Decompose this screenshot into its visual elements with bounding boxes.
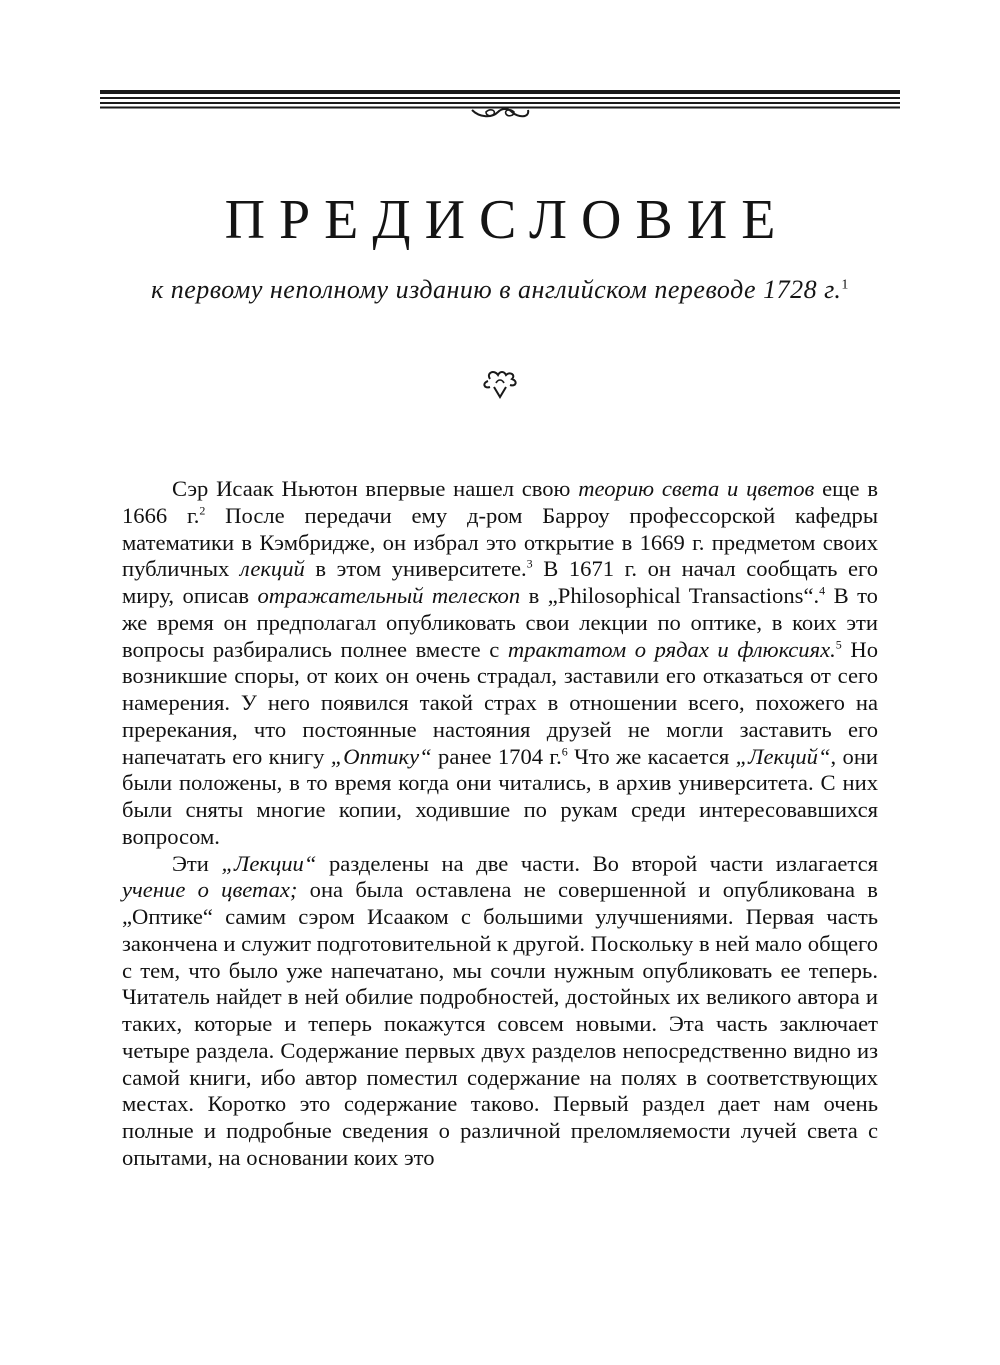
italic-run: „Оптику“ xyxy=(330,743,432,769)
italic-run: „Лекции“ xyxy=(221,850,317,876)
italic-run: трактатом о рядах и флюксиях. xyxy=(507,636,836,662)
body-text xyxy=(122,476,878,1172)
footnote-ref: 3 xyxy=(526,556,533,571)
text-run: в „Philosophical Transactions“. xyxy=(520,583,820,608)
text-run: разделены на две части. Во второй части излагается xyxy=(316,850,878,876)
text-run: В 1671 г. он начал сообщать его миру, описав xyxy=(122,556,879,608)
italic-run: „Лекций“ xyxy=(735,743,831,769)
subtitle-text: к первому неполному изданию в английском переводе 1728 г. xyxy=(151,275,842,304)
paragraph-1 xyxy=(122,476,878,851)
text-run: В то же время он предполагал опубликовать свои лекции по оптике, в коих эти вопросы разбирались полнее вместе с xyxy=(122,583,878,662)
footnote-ref: 2 xyxy=(199,503,206,518)
footnote-ref: 5 xyxy=(835,636,842,651)
footnote-ref: 1 xyxy=(841,277,849,293)
footnote-ref: 4 xyxy=(819,583,826,598)
footnote-ref: 6 xyxy=(561,743,568,758)
italic-run: учение о цветах; xyxy=(122,877,298,903)
fleuron-ornament-icon xyxy=(472,367,528,407)
paragraph-2 xyxy=(122,851,878,1172)
text-run: ранее 1704 г. xyxy=(431,743,562,769)
text-run: в этом университете. xyxy=(304,556,527,582)
page-subtitle xyxy=(0,274,1000,306)
text-run: Эти xyxy=(172,850,222,876)
header-ornamental-rule xyxy=(100,88,900,128)
text-run: Сэр Исаак Ньютон впервые нашел свою xyxy=(172,476,579,501)
page-title: ПРЕДИСЛОВИЕ xyxy=(224,189,790,251)
italic-run: отражательный телескоп xyxy=(257,583,521,608)
text-run: Но возникшие споры, от коих он очень страдал, заставили его отказаться от сего намерения. У него появился такой страх в отношении всего, похожего на пререкания, что постоянные настояния друзей не могли заставить его напечатать его книгу xyxy=(122,636,878,769)
text-run: еще в 1666 г. xyxy=(122,476,878,528)
text-run: После передачи ему д-ром Барроу профессорской кафедры математики в Кэмбридже, он избрал это открытие в 1669 г. предметом своих публичных xyxy=(122,502,879,582)
text-run: Что же касается xyxy=(567,743,736,769)
ornamental-rule-graphic xyxy=(100,88,900,128)
text-run: она была оставлена не совершенной и опубликована в „Оптике“ самим сэром Исааком с большими улучшениями. Первая часть закончена и служит подготовительной к другой. Поскольку в ней мало общего с тем, что было уже напечатано, мы сочли нужным опубликовать ее теперь. Читатель найдет в ней обилие подробностей, достойных их великого автора и таких, которые и теперь покажутся совсем новыми. Эта часть заключает четыре раздела. Содержание первых двух разделов непосредственно видно из самой книги, ибо автор поместил содержание на полях в соответствующих местах. Коротко это содержание таково. Первый раздел дает нам очень полные и подробные сведения о различной преломляемости лучей света с опытами, на основании коих это xyxy=(122,877,878,1170)
text-run: , они были положены, в то время когда они читались, в архив университета. С них были сняты многие копии, ходившие по рукам среди интересовавшихся вопросом. xyxy=(122,743,878,849)
italic-run: теорию света и цветов xyxy=(578,476,815,501)
italic-run: лекций xyxy=(239,556,305,582)
